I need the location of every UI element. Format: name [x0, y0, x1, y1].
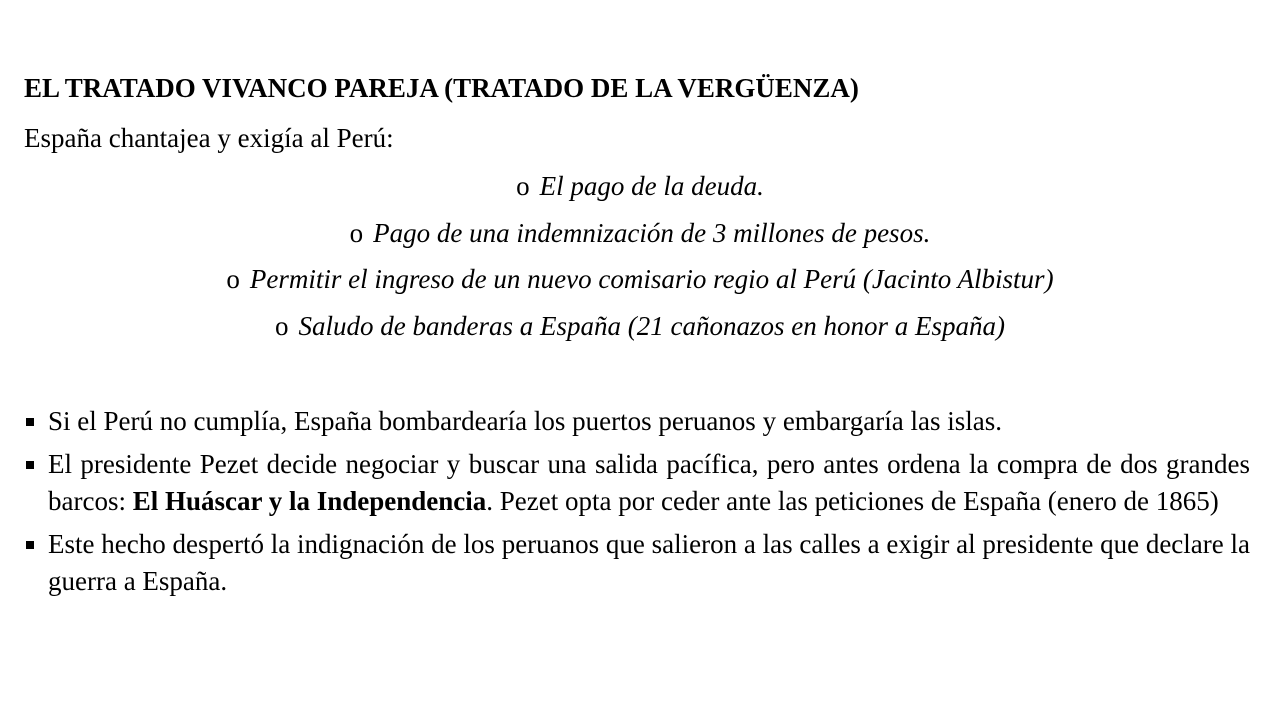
- bullet-text-before: El presidente Pezet decide negociar y buscar una salida pacífica, pero antes ordena la compra de dos grandes barcos:: [48, 448, 1250, 516]
- slide-title: EL TRATADO VIVANCO PAREJA (TRATADO DE LA VERGÜENZA): [24, 73, 859, 103]
- demand-text: Pago de una indemnización de 3 millones de pesos.: [373, 217, 931, 248]
- circle-bullet-icon: o: [516, 171, 530, 201]
- demand-item: [0, 210, 1280, 257]
- bullet-item: [24, 403, 1250, 441]
- square-bullet-icon: [26, 418, 34, 426]
- ship-names: El Huáscar y la Independencia: [132, 486, 487, 516]
- square-bullet-icon: [26, 461, 34, 469]
- demand-text: Saludo de banderas a España (21 cañonazos en honor a España): [298, 310, 1005, 341]
- demand-item: [0, 256, 1280, 303]
- square-bullet-icon: [26, 541, 34, 549]
- bullet-text: Si el Perú no cumplía, España bombardearía los puertos peruanos y embargaría las islas.: [48, 406, 1002, 436]
- circle-bullet-icon: o: [349, 217, 364, 248]
- demand-text: El pago de la deuda.: [539, 171, 764, 201]
- demand-text: Permitir el ingreso de un nuevo comisario regio al Perú (Jacinto Albistur): [249, 264, 1054, 294]
- bullet-item: [24, 446, 1250, 521]
- bullet-text: Este hecho despertó la indignación de los peruanos que salieron a las calles a exigir al presidente que declare la guerra a España.: [48, 528, 1250, 596]
- demand-item: [0, 163, 1280, 210]
- bullet-list: [24, 403, 1250, 606]
- circle-bullet-icon: o: [275, 310, 289, 341]
- demand-item: [0, 303, 1280, 350]
- bullet-text-after: . Pezet opta por ceder ante las peticiones de España (enero de 1865): [486, 486, 1219, 516]
- circle-bullet-icon: o: [226, 264, 240, 294]
- demands-list: [0, 163, 1280, 349]
- intro-text: España chantajea y exigía al Perú:: [24, 123, 394, 153]
- bullet-item: [24, 526, 1250, 601]
